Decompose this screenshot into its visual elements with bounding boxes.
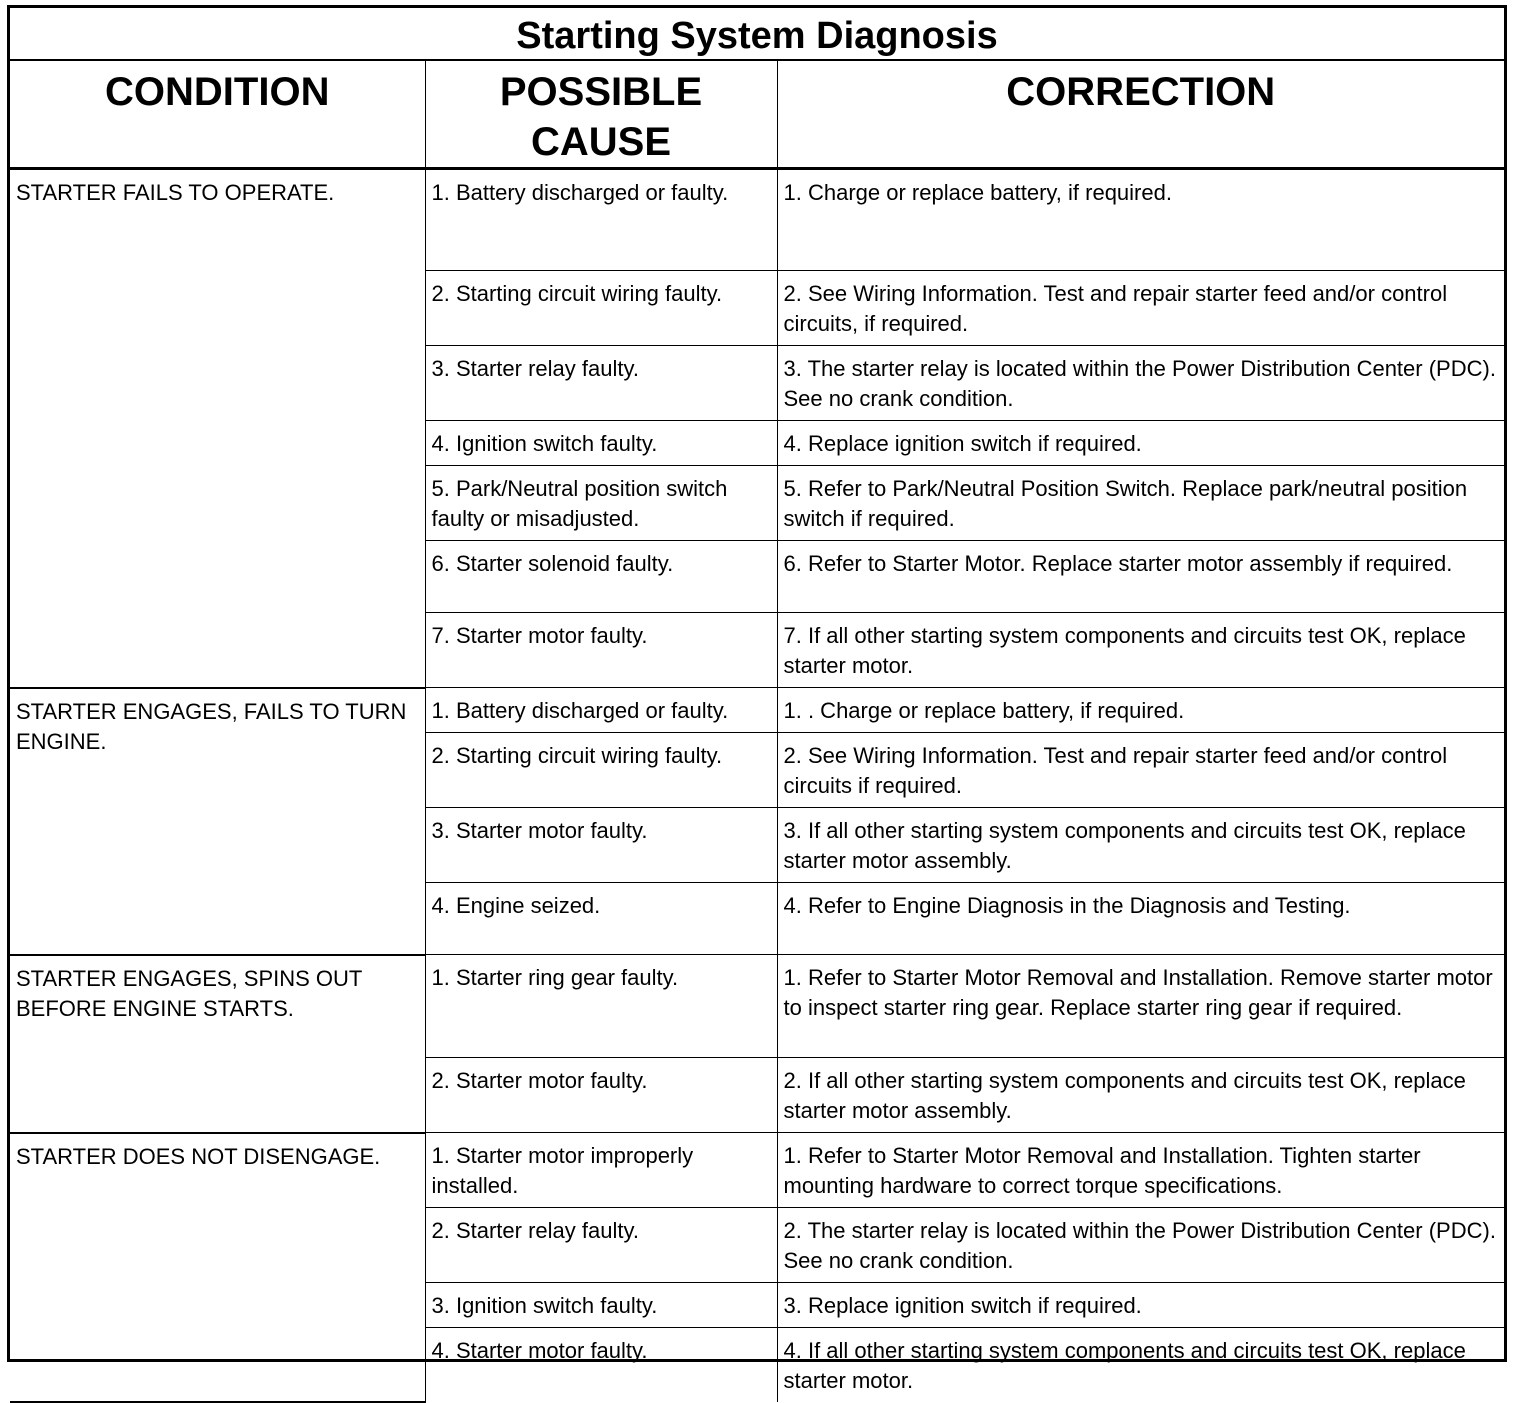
- condition-cell: STARTER FAILS TO OPERATE.: [10, 169, 425, 688]
- table-row: [10, 688, 1504, 733]
- cause-cell: 3. Starter motor faulty.: [425, 808, 777, 883]
- cause-cell: 2. Starting circuit wiring faulty.: [425, 271, 777, 346]
- header-possible-cause: [425, 61, 777, 169]
- cause-cell: 4. Ignition switch faulty.: [425, 421, 777, 466]
- cause-cell: 2. Starter motor faulty.: [425, 1058, 777, 1133]
- condition-cell: STARTER ENGAGES, FAILS TO TURN ENGINE.: [10, 688, 425, 955]
- cause-cell: 4. Engine seized.: [425, 883, 777, 955]
- correction-cell: 6. Refer to Starter Motor. Replace starter motor assembly if required.: [777, 541, 1504, 613]
- table-row: [10, 169, 1504, 271]
- correction-cell: 2. See Wiring Information. Test and repair starter feed and/or control circuits, if required.: [777, 271, 1504, 346]
- header-correction: CORRECTION: [777, 61, 1504, 169]
- cause-cell: 6. Starter solenoid faulty.: [425, 541, 777, 613]
- correction-cell: 3. The starter relay is located within the Power Distribution Center (PDC). See no crank condition.: [777, 346, 1504, 421]
- table-body: [10, 169, 1504, 1403]
- condition-cell: STARTER DOES NOT DISENGAGE.: [10, 1133, 425, 1403]
- correction-cell: 1. Refer to Starter Motor Removal and Installation. Remove starter motor to inspect starter ring gear. Replace starter ring gear if required.: [777, 955, 1504, 1058]
- correction-cell: 2. The starter relay is located within the Power Distribution Center (PDC). See no crank condition.: [777, 1208, 1504, 1283]
- cause-cell: 1. Battery discharged or faulty.: [425, 169, 777, 271]
- cause-cell: 7. Starter motor faulty.: [425, 613, 777, 688]
- correction-cell: 3. Replace ignition switch if required.: [777, 1283, 1504, 1328]
- cause-cell: 3. Ignition switch faulty.: [425, 1283, 777, 1328]
- diagnosis-table: [10, 61, 1504, 1403]
- correction-cell: 4. Refer to Engine Diagnosis in the Diagnosis and Testing.: [777, 883, 1504, 955]
- table-title: Starting System Diagnosis: [10, 8, 1504, 61]
- cause-cell: 2. Starter relay faulty.: [425, 1208, 777, 1283]
- header-cause-line1: POSSIBLE: [499, 70, 703, 114]
- correction-cell: 3. If all other starting system components and circuits test OK, replace starter motor assembly.: [777, 808, 1504, 883]
- correction-cell: 7. If all other starting system components and circuits test OK, replace starter motor.: [777, 613, 1504, 688]
- table-row: [10, 1133, 1504, 1208]
- cause-cell: 5. Park/Neutral position switch faulty or misadjusted.: [425, 466, 777, 541]
- correction-cell: 2. See Wiring Information. Test and repair starter feed and/or control circuits if required.: [777, 733, 1504, 808]
- diagnosis-table-frame: [7, 5, 1507, 1393]
- header-cause-line2: CAUSE: [530, 120, 672, 164]
- cause-cell: 3. Starter relay faulty.: [425, 346, 777, 421]
- header-condition: CONDITION: [10, 61, 425, 169]
- table-row: [10, 955, 1504, 1058]
- condition-cell: STARTER ENGAGES, SPINS OUT BEFORE ENGINE STARTS.: [10, 955, 425, 1133]
- correction-cell: 1. Charge or replace battery, if required.: [777, 169, 1504, 271]
- correction-cell: 5. Refer to Park/Neutral Position Switch. Replace park/neutral position switch if required.: [777, 466, 1504, 541]
- header-row: [10, 61, 1504, 169]
- cause-cell: 1. Starter motor improperly installed.: [425, 1133, 777, 1208]
- correction-cell: 1. . Charge or replace battery, if required.: [777, 688, 1504, 733]
- cause-cell: 1. Battery discharged or faulty.: [425, 688, 777, 733]
- correction-cell: 1. Refer to Starter Motor Removal and Installation. Tighten starter mounting hardware to correct torque specifications.: [777, 1133, 1504, 1208]
- correction-cell: 4. If all other starting system components and circuits test OK, replace starter motor.: [777, 1328, 1504, 1403]
- cause-cell: 1. Starter ring gear faulty.: [425, 955, 777, 1058]
- cause-cell: 2. Starting circuit wiring faulty.: [425, 733, 777, 808]
- cause-cell: 4. Starter motor faulty.: [425, 1328, 777, 1403]
- correction-cell: 2. If all other starting system components and circuits test OK, replace starter motor assembly.: [777, 1058, 1504, 1133]
- correction-cell: 4. Replace ignition switch if required.: [777, 421, 1504, 466]
